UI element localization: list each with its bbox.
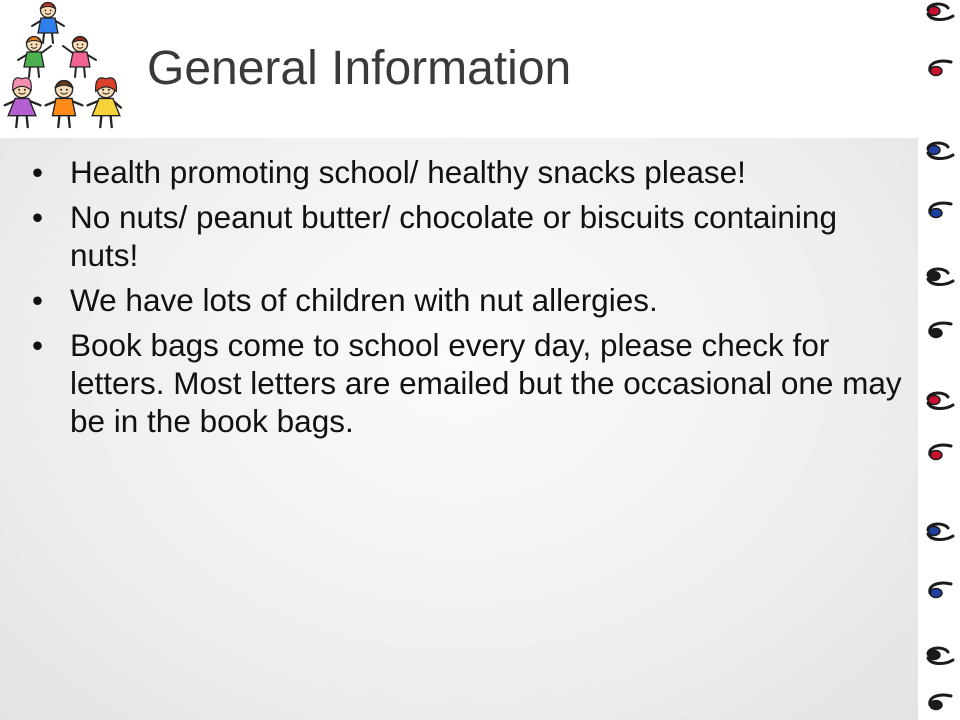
curl-ornament-icon bbox=[928, 4, 953, 19]
bullet-text-line: Book bags come to school every day, please check for bbox=[70, 327, 830, 363]
bullet-marker: • bbox=[32, 199, 44, 235]
child-figure bbox=[18, 37, 51, 78]
child-figure bbox=[63, 37, 96, 78]
bullet-item bbox=[32, 198, 902, 274]
bullet-text-line: No nuts/ peanut butter/ chocolate or biscuits containing bbox=[70, 199, 837, 235]
child-figure bbox=[88, 78, 121, 127]
slide-title: General Information bbox=[147, 42, 572, 95]
curl-ornament-icon bbox=[930, 203, 951, 217]
bullet-text-line: We have lots of children with nut allergies. bbox=[70, 282, 658, 318]
curl-ornament-icon bbox=[930, 61, 951, 75]
bullet-item bbox=[32, 326, 902, 440]
child-figure bbox=[5, 78, 41, 127]
bullet-text-line: be in the book bags. bbox=[70, 403, 354, 439]
curl-ornament-icon bbox=[928, 393, 953, 408]
curl-ornament-icon bbox=[928, 524, 953, 539]
curl-ornament-icon bbox=[928, 143, 953, 158]
child-figure bbox=[46, 81, 83, 128]
bullet-item bbox=[32, 153, 902, 191]
curl-ornament-icon bbox=[930, 323, 951, 337]
bullet-marker: • bbox=[32, 327, 44, 363]
curl-ornament-icon bbox=[930, 445, 951, 459]
children-pyramid-clipart bbox=[2, 0, 132, 140]
curl-ornament-icon bbox=[930, 583, 951, 597]
bullet-text-line: nuts! bbox=[70, 237, 139, 273]
curl-ornament-icon bbox=[928, 269, 953, 284]
bullet-text-line: Health promoting school/ healthy snacks please! bbox=[70, 154, 746, 190]
bullet-marker: • bbox=[32, 154, 44, 190]
curl-ornament-border bbox=[915, 0, 960, 720]
bullet-marker: • bbox=[32, 282, 44, 318]
bullet-text-line: letters. Most letters are emailed but the occasional one may bbox=[70, 365, 902, 401]
bullet-list bbox=[32, 153, 902, 447]
curl-ornament-icon bbox=[928, 648, 953, 663]
curl-ornament-icon bbox=[930, 695, 951, 709]
bullet-item bbox=[32, 281, 902, 319]
